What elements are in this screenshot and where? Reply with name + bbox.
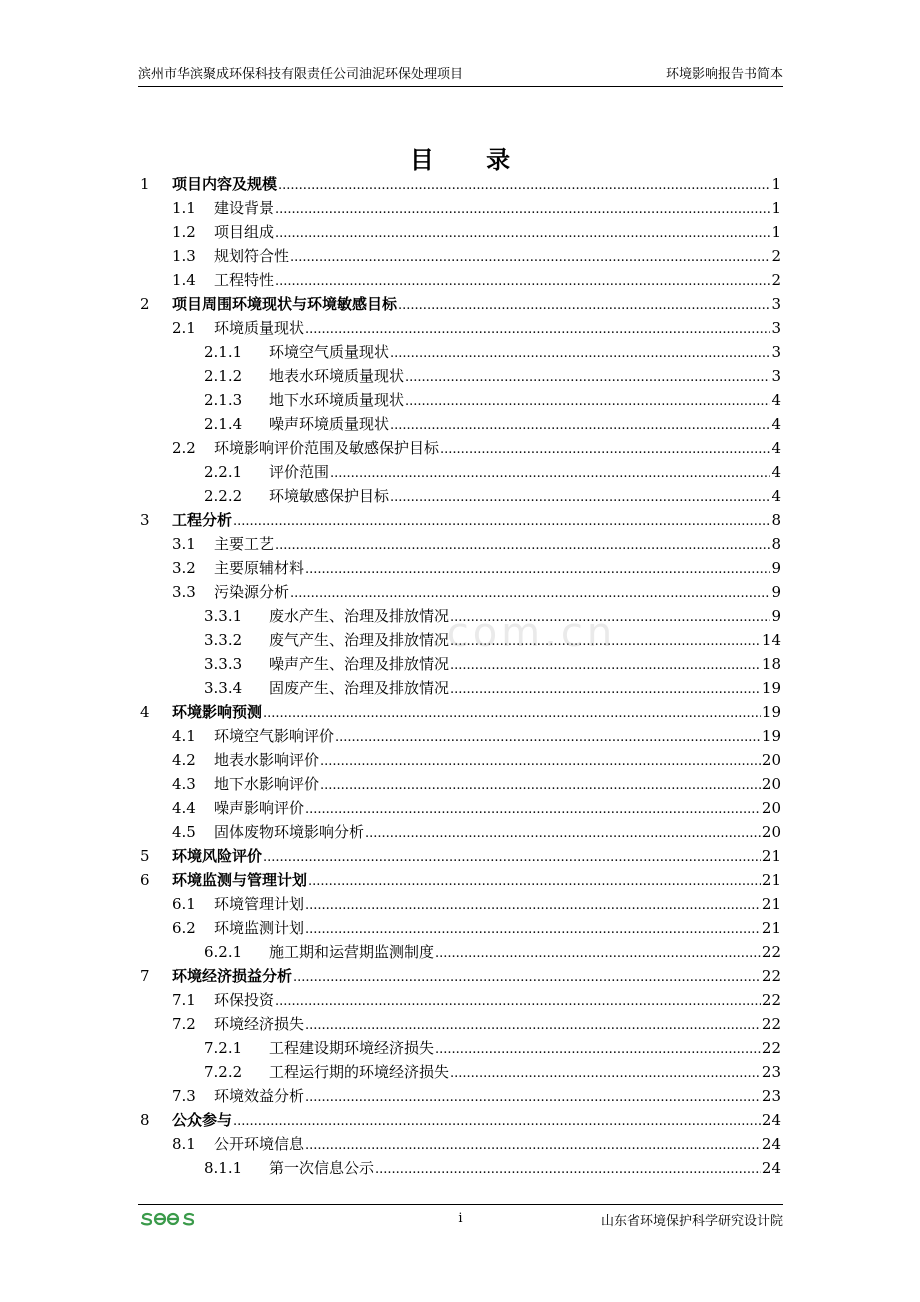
toc-entry-page: 19 bbox=[761, 703, 781, 721]
toc-entry-page: 4 bbox=[771, 391, 781, 409]
toc-entry-title: 噪声影响评价 bbox=[214, 799, 305, 817]
toc-entry-title: 环境影响评价范围及敏感保护目标 bbox=[214, 439, 440, 457]
toc-entry[interactable] bbox=[140, 748, 781, 772]
toc-dot-leader bbox=[390, 486, 770, 510]
toc-entry[interactable] bbox=[140, 340, 781, 364]
toc-entry-number: 3.3.4 bbox=[204, 679, 243, 697]
toc-entry-page: 4 bbox=[771, 439, 781, 457]
toc-dot-leader bbox=[390, 414, 770, 438]
toc-dot-leader bbox=[450, 1062, 761, 1086]
toc-entry-page: 22 bbox=[761, 943, 781, 961]
toc-entry-page: 3 bbox=[771, 367, 781, 385]
toc-dot-leader bbox=[233, 1110, 761, 1134]
toc-entry-title: 评价范围 bbox=[269, 463, 330, 481]
toc-entry-title: 工程建设期环境经济损失 bbox=[269, 1039, 435, 1057]
toc-entry-page: 4 bbox=[771, 487, 781, 505]
toc-entry-page: 14 bbox=[761, 631, 781, 649]
toc-entry-number: 7.2 bbox=[172, 1015, 196, 1033]
toc-dot-leader bbox=[278, 174, 770, 198]
toc-entry-number: 3 bbox=[140, 511, 150, 529]
toc-entry-page: 18 bbox=[761, 655, 781, 673]
toc-entry-title: 废气产生、治理及排放情况 bbox=[269, 631, 450, 649]
toc-entry-number: 3.3.1 bbox=[204, 607, 243, 625]
toc-entry-page: 2 bbox=[771, 271, 781, 289]
toc-dot-leader bbox=[375, 1158, 761, 1182]
toc-entry[interactable] bbox=[140, 1036, 781, 1060]
toc-entry-title: 公开环境信息 bbox=[214, 1135, 305, 1153]
toc-entry[interactable] bbox=[140, 820, 781, 844]
toc-entry-page: 22 bbox=[761, 1015, 781, 1033]
toc-entry-page: 22 bbox=[761, 991, 781, 1009]
toc-entry[interactable] bbox=[140, 388, 781, 412]
toc-entry-number: 7.2.1 bbox=[204, 1039, 243, 1057]
toc-entry-number: 5 bbox=[140, 847, 150, 865]
toc-dot-leader bbox=[365, 822, 761, 846]
toc-entry-page: 1 bbox=[771, 223, 781, 241]
toc-entry[interactable] bbox=[140, 196, 781, 220]
toc-entry-page: 22 bbox=[761, 1039, 781, 1057]
toc-entry[interactable] bbox=[140, 700, 781, 724]
toc-entry-page: 9 bbox=[771, 607, 781, 625]
toc-dot-leader bbox=[275, 222, 770, 246]
toc-entry[interactable] bbox=[140, 1132, 781, 1156]
toc-entry-title: 项目周围环境现状与环境敏感目标 bbox=[172, 295, 398, 313]
toc-dot-leader bbox=[305, 918, 761, 942]
toc-entry-title: 废水产生、治理及排放情况 bbox=[269, 607, 450, 625]
toc-entry-number: 4.2 bbox=[172, 751, 196, 769]
toc-entry[interactable] bbox=[140, 556, 781, 580]
toc-dot-leader bbox=[390, 342, 770, 366]
toc-entry-page: 8 bbox=[771, 535, 781, 553]
toc-dot-leader bbox=[305, 558, 770, 582]
toc-entry-page: 1 bbox=[771, 175, 781, 193]
toc-dot-leader bbox=[305, 1014, 761, 1038]
toc-entry[interactable] bbox=[140, 532, 781, 556]
toc-entry-number: 7.3 bbox=[172, 1087, 196, 1105]
toc-entry-title: 主要工艺 bbox=[214, 535, 275, 553]
toc-entry-title: 环境监测计划 bbox=[214, 919, 305, 937]
toc-entry[interactable] bbox=[140, 412, 781, 436]
toc-entry-title: 环保投资 bbox=[214, 991, 275, 1009]
toc-dot-leader bbox=[305, 894, 761, 918]
toc-entry-title: 第一次信息公示 bbox=[269, 1159, 375, 1177]
toc-entry-title: 环境监测与管理计划 bbox=[172, 871, 308, 889]
toc-entry-page: 2 bbox=[771, 247, 781, 265]
toc-entry-page: 21 bbox=[761, 919, 781, 937]
toc-entry-page: 21 bbox=[761, 847, 781, 865]
toc-entry-number: 1.1 bbox=[172, 199, 196, 217]
toc-entry[interactable] bbox=[140, 1156, 781, 1180]
toc-dot-leader bbox=[320, 774, 761, 798]
toc-entry-number: 8 bbox=[140, 1111, 150, 1129]
toc-entry[interactable] bbox=[140, 892, 781, 916]
toc-entry-page: 24 bbox=[761, 1159, 781, 1177]
toc-entry-title: 环境效益分析 bbox=[214, 1087, 305, 1105]
toc-dot-leader bbox=[405, 390, 770, 414]
toc-entry-number: 3.2 bbox=[172, 559, 196, 577]
toc-entry-page: 20 bbox=[761, 799, 781, 817]
toc-entry[interactable] bbox=[140, 484, 781, 508]
toc-entry-number: 3.1 bbox=[172, 535, 196, 553]
toc-dot-leader bbox=[275, 534, 770, 558]
toc-entry[interactable] bbox=[140, 580, 781, 604]
toc-entry-title: 主要原辅材料 bbox=[214, 559, 305, 577]
toc-entry-page: 23 bbox=[761, 1063, 781, 1081]
toc-dot-leader bbox=[275, 198, 770, 222]
toc-entry[interactable] bbox=[140, 172, 781, 196]
toc-entry-number: 2.1.3 bbox=[204, 391, 243, 409]
toc-entry-page: 19 bbox=[761, 679, 781, 697]
toc-entry-number: 1.2 bbox=[172, 223, 196, 241]
toc-entry-page: 9 bbox=[771, 583, 781, 601]
toc-entry-page: 21 bbox=[761, 871, 781, 889]
toc-entry-number: 6.2.1 bbox=[204, 943, 243, 961]
toc-entry[interactable] bbox=[140, 1108, 781, 1132]
toc-entry-number: 1.3 bbox=[172, 247, 196, 265]
toc-entry[interactable] bbox=[140, 244, 781, 268]
toc-entry-title: 环境敏感保护目标 bbox=[269, 487, 390, 505]
toc-dot-leader bbox=[398, 294, 770, 318]
toc-entry[interactable] bbox=[140, 220, 781, 244]
toc-entry-number: 8.1.1 bbox=[204, 1159, 243, 1177]
toc-entry-title: 工程分析 bbox=[172, 511, 233, 529]
toc-entry-number: 4.1 bbox=[172, 727, 196, 745]
toc-entry-number: 8.1 bbox=[172, 1135, 196, 1153]
toc-entry-title: 噪声产生、治理及排放情况 bbox=[269, 655, 450, 673]
toc-entry-number: 4 bbox=[140, 703, 150, 721]
toc-dot-leader bbox=[275, 990, 761, 1014]
toc-entry[interactable] bbox=[140, 988, 781, 1012]
toc-entry-page: 8 bbox=[771, 511, 781, 529]
toc-entry[interactable] bbox=[140, 676, 781, 700]
toc-entry-page: 3 bbox=[771, 319, 781, 337]
toc-dot-leader bbox=[320, 750, 761, 774]
toc-entry-number: 6.2 bbox=[172, 919, 196, 937]
toc-entry-page: 24 bbox=[761, 1135, 781, 1153]
toc-dot-leader bbox=[305, 318, 770, 342]
toc-entry[interactable] bbox=[140, 796, 781, 820]
toc-dot-leader bbox=[305, 798, 761, 822]
toc-entry-title: 环境管理计划 bbox=[214, 895, 305, 913]
toc-entry[interactable] bbox=[140, 436, 781, 460]
header-document-type: 环境影响报告书简本 bbox=[665, 67, 783, 82]
toc-dot-leader bbox=[305, 1134, 761, 1158]
toc-entry[interactable] bbox=[140, 868, 781, 892]
toc-entry[interactable] bbox=[140, 460, 781, 484]
watermark: .com.cn bbox=[430, 610, 617, 656]
toc-entry[interactable] bbox=[140, 916, 781, 940]
toc-entry[interactable] bbox=[140, 940, 781, 964]
toc-entry[interactable] bbox=[140, 772, 781, 796]
toc-entry-page: 20 bbox=[761, 751, 781, 769]
toc-entry-page: 3 bbox=[771, 295, 781, 313]
toc-entry-number: 6 bbox=[140, 871, 150, 889]
toc-entry-page: 19 bbox=[761, 727, 781, 745]
toc-entry-number: 7 bbox=[140, 967, 150, 985]
toc-dot-leader bbox=[450, 678, 761, 702]
toc-entry-page: 3 bbox=[771, 343, 781, 361]
toc-entry-number: 2.2.2 bbox=[204, 487, 243, 505]
toc-entry-title: 施工期和运营期监测制度 bbox=[269, 943, 435, 961]
toc-entry-page: 4 bbox=[771, 415, 781, 433]
toc-entry-title: 公众参与 bbox=[172, 1111, 233, 1129]
toc-entry-page: 9 bbox=[771, 559, 781, 577]
toc-entry-title: 污染源分析 bbox=[214, 583, 290, 601]
toc-entry-number: 2.2.1 bbox=[204, 463, 243, 481]
toc-entry-number: 2.1.1 bbox=[204, 343, 243, 361]
toc-entry-number: 2.1.4 bbox=[204, 415, 243, 433]
toc-entry[interactable] bbox=[140, 1012, 781, 1036]
toc-entry-page: 4 bbox=[771, 463, 781, 481]
toc-entry-title: 地下水环境质量现状 bbox=[269, 391, 405, 409]
toc-entry[interactable] bbox=[140, 268, 781, 292]
toc-entry[interactable] bbox=[140, 316, 781, 340]
toc-entry-title: 规划符合性 bbox=[214, 247, 290, 265]
toc-dot-leader bbox=[330, 462, 770, 486]
toc-entry-number: 1.4 bbox=[172, 271, 196, 289]
toc-entry-number: 2 bbox=[140, 295, 150, 313]
toc-entry-page: 24 bbox=[761, 1111, 781, 1129]
toc-entry-number: 6.1 bbox=[172, 895, 196, 913]
toc-entry-title: 工程运行期的环境经济损失 bbox=[269, 1063, 450, 1081]
toc-dot-leader bbox=[263, 702, 761, 726]
toc-dot-leader bbox=[290, 582, 770, 606]
toc-entry-title: 环境空气影响评价 bbox=[214, 727, 335, 745]
toc-entry-title: 地下水影响评价 bbox=[214, 775, 320, 793]
toc-entry-number: 4.3 bbox=[172, 775, 196, 793]
toc-entry[interactable] bbox=[140, 1060, 781, 1084]
toc-entry-title: 环境空气质量现状 bbox=[269, 343, 390, 361]
header-project-name: 滨州市华滨聚成环保科技有限责任公司油泥环保处理项目 bbox=[138, 67, 464, 82]
toc-dot-leader bbox=[233, 510, 770, 534]
toc-entry-title: 地表水影响评价 bbox=[214, 751, 320, 769]
toc-entry[interactable] bbox=[140, 1084, 781, 1108]
toc-entry-title: 项目组成 bbox=[214, 223, 275, 241]
toc-entry-number: 4.4 bbox=[172, 799, 196, 817]
toc-entry[interactable] bbox=[140, 292, 781, 316]
toc-dot-leader bbox=[435, 1038, 761, 1062]
toc-entry-number: 4.5 bbox=[172, 823, 196, 841]
page-header bbox=[138, 64, 783, 87]
toc-entry-number: 2.1 bbox=[172, 319, 196, 337]
toc-entry-number: 3.3.2 bbox=[204, 631, 243, 649]
toc-entry-page: 23 bbox=[761, 1087, 781, 1105]
toc-entry-number: 3.3.3 bbox=[204, 655, 243, 673]
toc-entry-number: 7.2.2 bbox=[204, 1063, 243, 1081]
toc-dot-leader bbox=[440, 438, 770, 462]
toc-entry[interactable] bbox=[140, 724, 781, 748]
toc-entry-number: 1 bbox=[140, 175, 150, 193]
toc-title: 目 录 bbox=[409, 146, 533, 174]
table-of-contents bbox=[140, 172, 781, 1180]
toc-entry-page: 20 bbox=[761, 823, 781, 841]
toc-entry-title: 环境质量现状 bbox=[214, 319, 305, 337]
toc-dot-leader bbox=[293, 966, 761, 990]
toc-entry-title: 环境经济损益分析 bbox=[172, 967, 293, 985]
toc-dot-leader bbox=[450, 654, 761, 678]
toc-dot-leader bbox=[275, 270, 770, 294]
page-footer bbox=[138, 1204, 783, 1235]
toc-entry[interactable] bbox=[140, 844, 781, 868]
toc-entry-title: 噪声环境质量现状 bbox=[269, 415, 390, 433]
toc-entry-page: 1 bbox=[771, 199, 781, 217]
toc-entry-title: 地表水环境质量现状 bbox=[269, 367, 405, 385]
toc-entry-title: 工程特性 bbox=[214, 271, 275, 289]
toc-dot-leader bbox=[290, 246, 770, 270]
toc-entry[interactable] bbox=[140, 964, 781, 988]
toc-entry-number: 3.3 bbox=[172, 583, 196, 601]
toc-entry-title: 固体废物环境影响分析 bbox=[214, 823, 365, 841]
toc-entry[interactable] bbox=[140, 508, 781, 532]
toc-entry-title: 环境经济损失 bbox=[214, 1015, 305, 1033]
toc-entry-page: 20 bbox=[761, 775, 781, 793]
toc-entry-page: 21 bbox=[761, 895, 781, 913]
page-number: i bbox=[458, 1211, 463, 1226]
toc-entry-title: 项目内容及规模 bbox=[172, 175, 278, 193]
toc-entry-page: 22 bbox=[761, 967, 781, 985]
toc-dot-leader bbox=[308, 870, 761, 894]
toc-entry-number: 2.2 bbox=[172, 439, 196, 457]
toc-dot-leader bbox=[263, 846, 761, 870]
toc-entry-title: 建设背景 bbox=[214, 199, 275, 217]
toc-entry[interactable] bbox=[140, 364, 781, 388]
toc-entry-number: 2.1.2 bbox=[204, 367, 243, 385]
toc-dot-leader bbox=[305, 1086, 761, 1110]
toc-dot-leader bbox=[335, 726, 761, 750]
toc-entry-title: 固废产生、治理及排放情况 bbox=[269, 679, 450, 697]
toc-entry-title: 环境影响预测 bbox=[172, 703, 263, 721]
toc-dot-leader bbox=[435, 942, 761, 966]
footer-organization: 山东省环境保护科学研究设计院 bbox=[600, 1214, 783, 1229]
toc-dot-leader bbox=[405, 366, 770, 390]
toc-entry-title: 环境风险评价 bbox=[172, 847, 263, 865]
toc-entry-number: 7.1 bbox=[172, 991, 196, 1009]
